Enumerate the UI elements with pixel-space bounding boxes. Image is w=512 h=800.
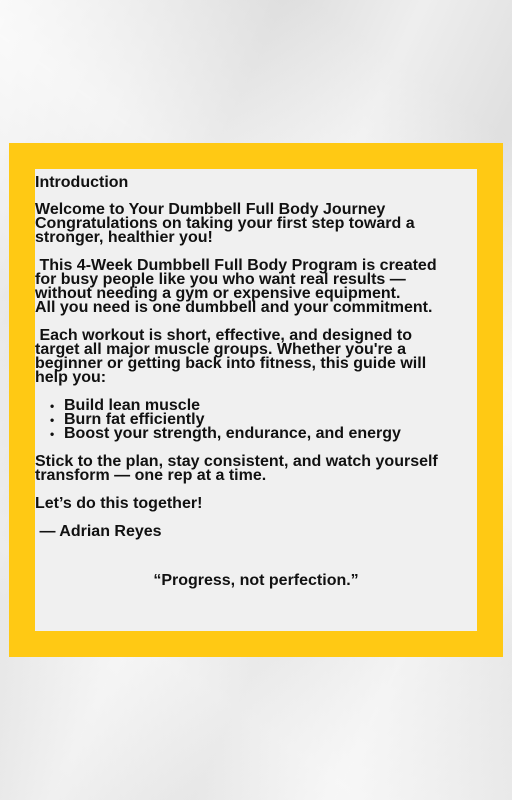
list-item-label: Burn fat efficiently (64, 411, 205, 428)
bullet-icon: • (50, 399, 55, 413)
program-line: without needing a gym or expensive equipment. (35, 285, 401, 302)
bullet-icon: • (50, 413, 55, 427)
workout-line: Each workout is short, effective, and designed to (35, 327, 412, 344)
program-line: All you need is one dumbbell and your commitment. (35, 299, 433, 316)
signature: — Adrian Reyes (35, 523, 162, 540)
workout-line: beginner or getting back into fitness, this guide will (35, 355, 427, 372)
bullet-icon: • (50, 427, 55, 441)
welcome-paragraph (35, 203, 477, 245)
section-title: Introduction (35, 174, 129, 191)
list-item-label: Build lean muscle (64, 397, 201, 414)
content-panel (35, 169, 477, 631)
benefits-list (35, 399, 477, 441)
stick-paragraph (35, 455, 477, 483)
program-paragraph (35, 259, 477, 315)
program-line: This 4-Week Dumbbell Full Body Program is created (35, 257, 437, 274)
program-line: for busy people like you who want real results — (35, 271, 406, 288)
together-line: Let’s do this together! (35, 495, 203, 512)
workout-line: target all major muscle groups. Whether you're a (35, 341, 407, 358)
workout-paragraph (35, 329, 477, 385)
welcome-line: Congratulations on taking your first step toward a (35, 215, 415, 232)
quote: “Progress, not perfection.” (153, 572, 359, 589)
list-item (50, 425, 477, 442)
workout-line: help you: (35, 369, 107, 386)
introduction-text (35, 175, 477, 539)
stick-line: transform — one rep at a time. (35, 467, 267, 484)
welcome-line: Welcome to Your Dumbbell Full Body Journey (35, 201, 386, 218)
list-item-label: Boost your strength, endurance, and energy (64, 425, 401, 442)
yellow-frame (9, 143, 503, 657)
stick-line: Stick to the plan, stay consistent, and watch yourself (35, 453, 438, 470)
welcome-line: stronger, healthier you! (35, 229, 213, 246)
